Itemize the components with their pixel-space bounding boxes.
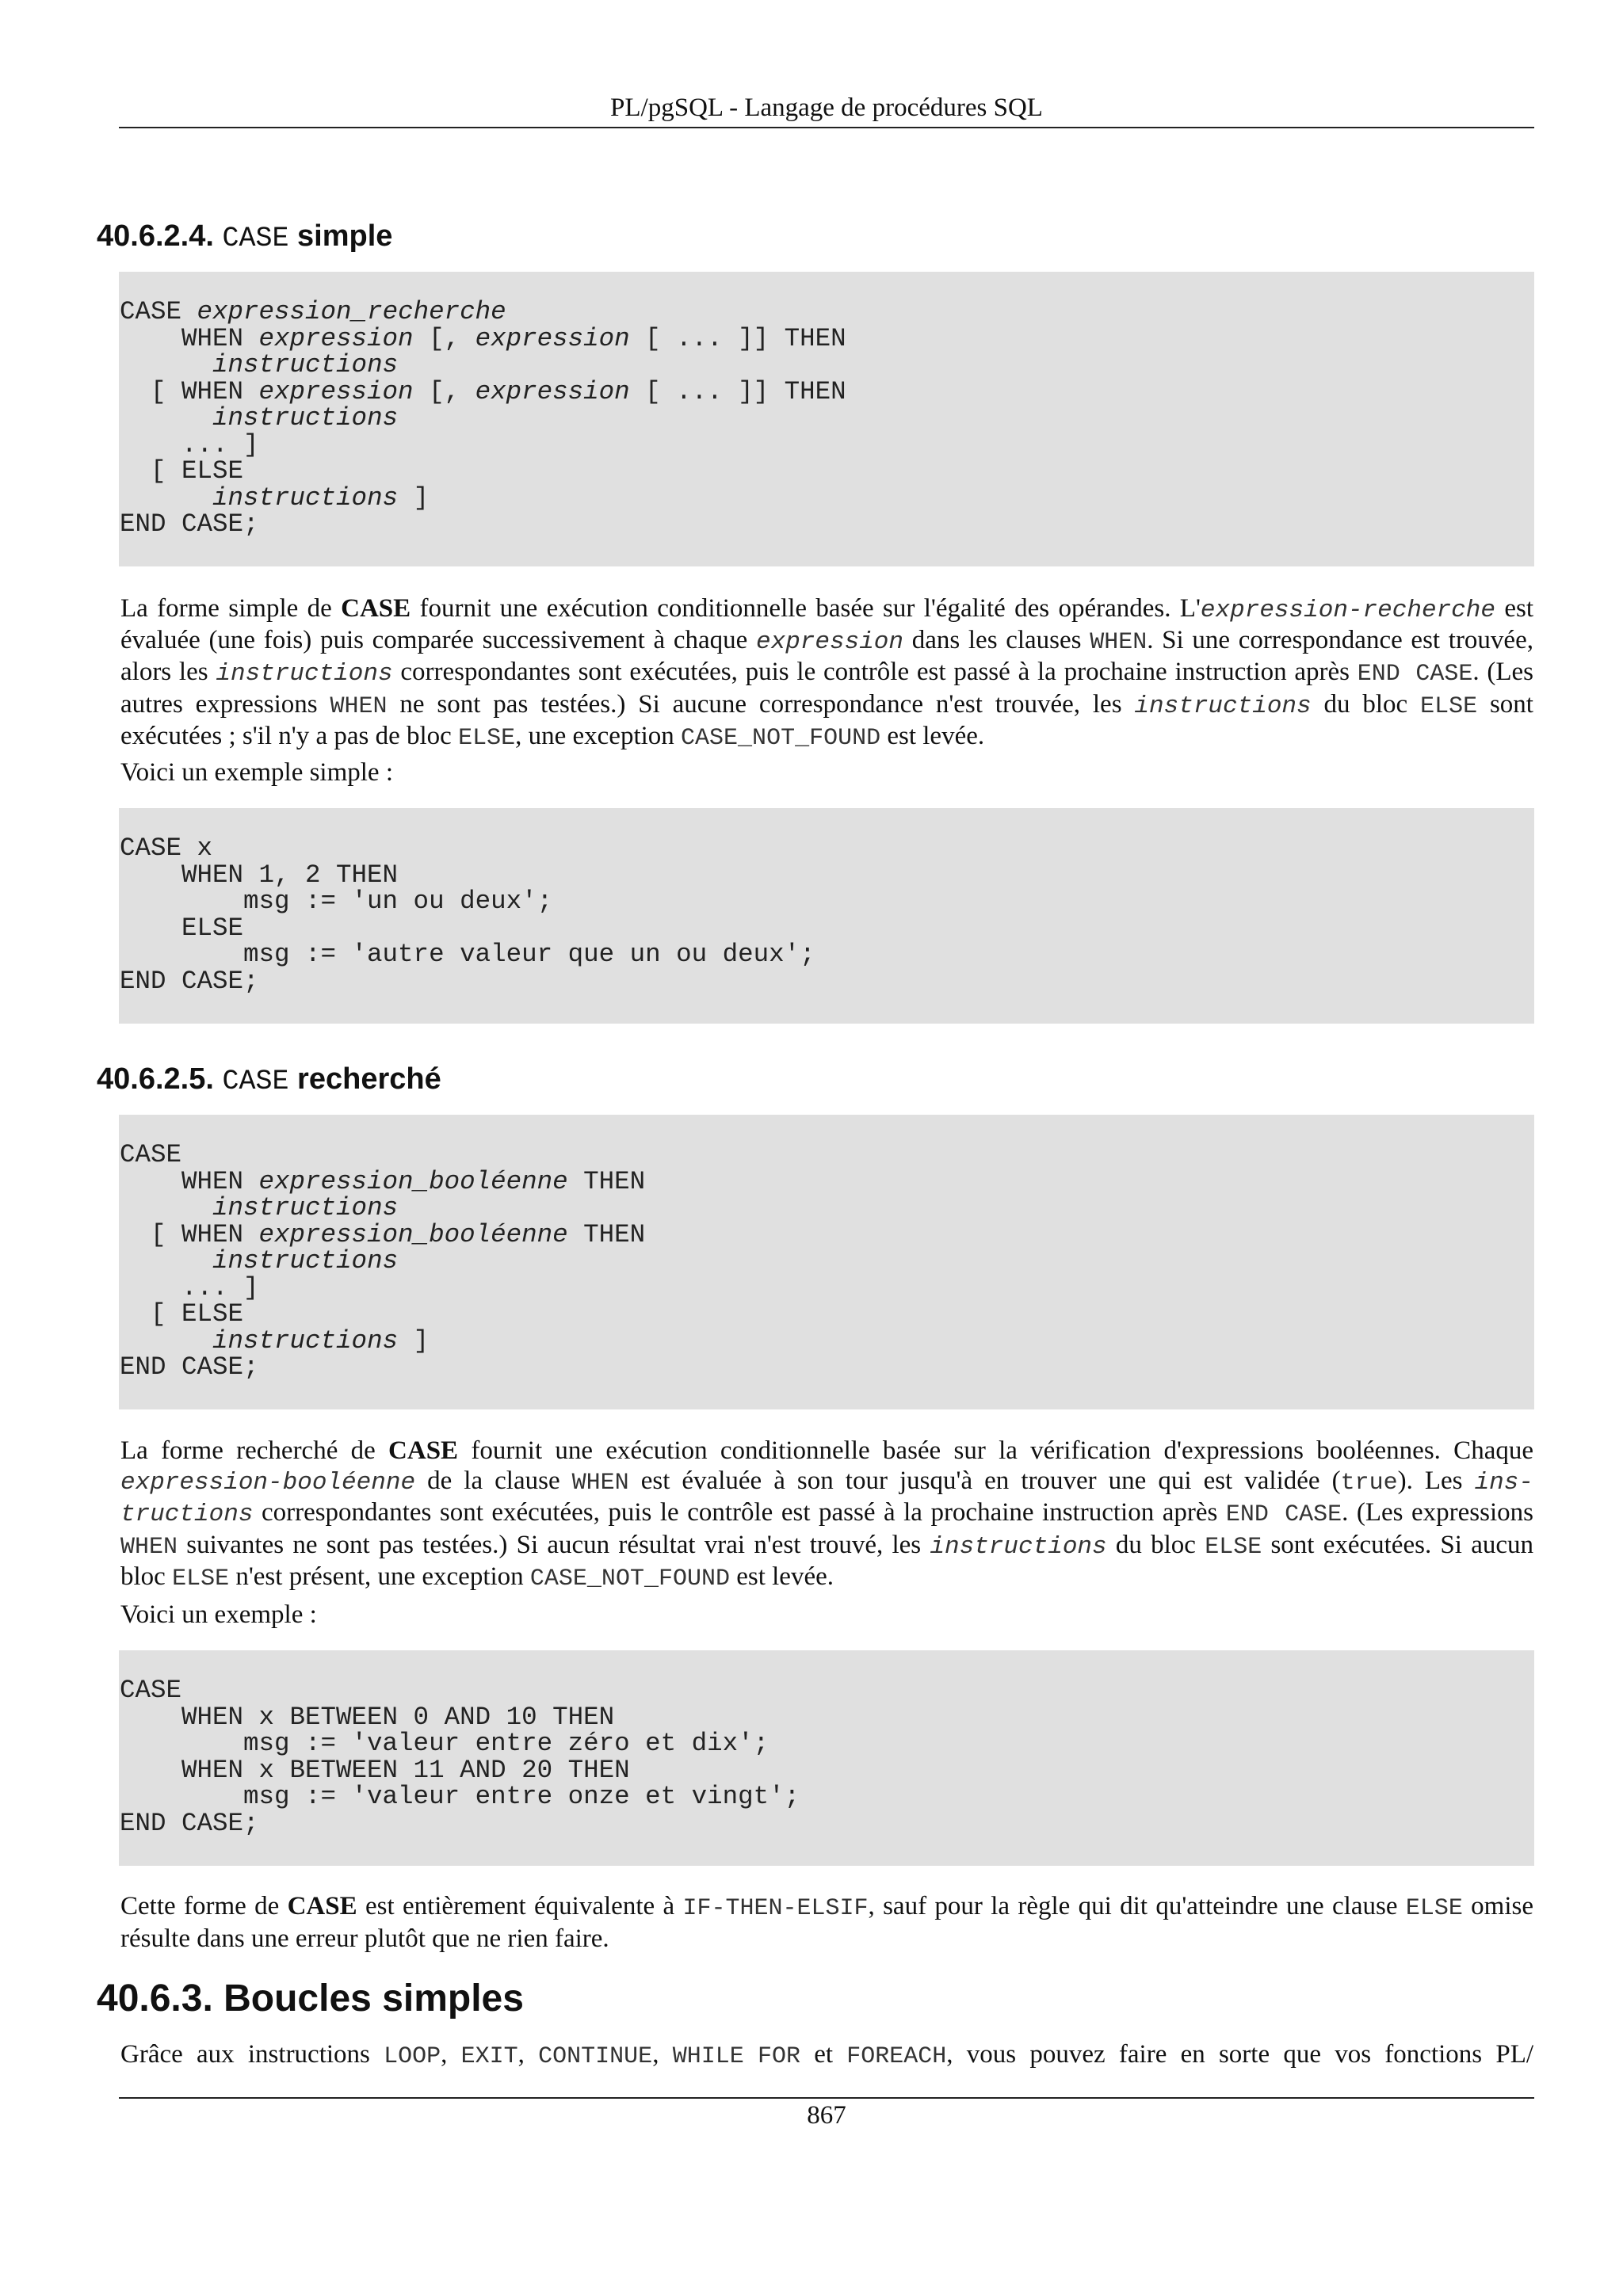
paragraph-loops bbox=[120, 2040, 1533, 2073]
code-placeholder: expression_recherche bbox=[197, 297, 506, 326]
code-text: WHEN bbox=[120, 323, 259, 353]
code-line: END CASE; bbox=[120, 1808, 259, 1838]
code-text: ... ] bbox=[120, 429, 259, 460]
code-literal: WHEN bbox=[1090, 628, 1148, 656]
code-placeholder: expression bbox=[475, 323, 630, 353]
text: du bloc bbox=[1106, 1530, 1205, 1559]
code-literal: IF-THEN-ELSIF bbox=[682, 1895, 869, 1922]
code-literal: END CASE bbox=[1357, 661, 1473, 688]
text: suivantes ne sont pas testées.) Si aucun résultat vrai n'est trouvé, les bbox=[178, 1530, 930, 1559]
text: de la clause bbox=[415, 1466, 572, 1495]
code-line: CASE bbox=[120, 1676, 182, 1705]
code-literal: CASE_NOT_FOUND bbox=[681, 725, 881, 752]
text: , bbox=[652, 2040, 673, 2069]
code-line: WHEN 1, 2 THEN bbox=[120, 860, 399, 890]
code-placeholder: instructions bbox=[212, 350, 399, 379]
code-literal: LOOP bbox=[384, 2043, 441, 2070]
code-placeholder: instructions bbox=[1134, 692, 1312, 720]
text: est entièrement équivalente à bbox=[357, 1892, 683, 1920]
text: Cette forme de bbox=[120, 1892, 288, 1920]
text: dans les clauses bbox=[903, 625, 1090, 654]
code-text: [ WHEN bbox=[120, 1219, 259, 1249]
text: n'est présent, une exception bbox=[229, 1562, 530, 1591]
text: , bbox=[441, 2040, 461, 2069]
example-intro-searched: Voici un exemple : bbox=[120, 1600, 317, 1629]
code-indent bbox=[120, 1246, 212, 1276]
code-placeholder: expression-recherche bbox=[1200, 597, 1495, 624]
text: . (Les expressions bbox=[1342, 1498, 1533, 1527]
text: La forme recherché de bbox=[120, 1436, 389, 1465]
text: du bloc bbox=[1311, 689, 1421, 719]
code-text: THEN bbox=[567, 1219, 646, 1249]
code-text: END CASE; bbox=[120, 509, 259, 539]
code-text: ... ] bbox=[120, 1272, 259, 1302]
code-placeholder: instructions bbox=[212, 1325, 399, 1356]
section-title: simple bbox=[297, 219, 393, 253]
code-line: WHEN x BETWEEN 11 AND 20 THEN bbox=[120, 1755, 630, 1785]
code-line: msg := 'autre valeur que un ou deux'; bbox=[120, 940, 815, 969]
section-keyword: CASE bbox=[222, 223, 289, 254]
code-block-case-simple-syntax bbox=[119, 272, 1534, 566]
code-text: END CASE; bbox=[120, 1352, 259, 1382]
text: omise résulte dans une erreur plutôt que ne rien faire. bbox=[120, 1892, 1533, 1953]
text: est évaluée (une fois) puis comparée successivement à chaque bbox=[120, 594, 1533, 654]
text: est évaluée à son tour jusqu'à en trouver une qui est validée ( bbox=[628, 1466, 1341, 1495]
code-literal: END CASE bbox=[1225, 1501, 1342, 1528]
text: ). Les bbox=[1397, 1466, 1475, 1495]
code-literal: true bbox=[1340, 1469, 1398, 1497]
text: et bbox=[800, 2040, 847, 2069]
text: est levée. bbox=[729, 1562, 834, 1591]
text: est levée. bbox=[880, 722, 985, 750]
text bbox=[744, 2040, 758, 2069]
section-number: 40.6.2.4. bbox=[97, 219, 214, 253]
page-number: 867 bbox=[807, 2101, 846, 2130]
code-placeholder: expression bbox=[475, 376, 630, 406]
code-placeholder: expression bbox=[258, 376, 414, 406]
code-placeholder: instructions bbox=[216, 660, 393, 688]
keyword: CASE bbox=[388, 1436, 459, 1465]
code-block-case-searched-syntax bbox=[119, 1115, 1534, 1409]
text: . (Les autres expressions bbox=[120, 658, 1533, 719]
section-heading-40-6-2-4 bbox=[97, 218, 392, 257]
code-indent bbox=[120, 1326, 212, 1356]
code-placeholder: instructions bbox=[120, 1468, 1533, 1528]
code-text: [ ... ]] THEN bbox=[629, 376, 846, 406]
paragraph-case-simple bbox=[120, 594, 1533, 754]
code-placeholder: instructions bbox=[930, 1532, 1107, 1561]
code-text: ] bbox=[398, 482, 430, 513]
code-placeholder: instructions bbox=[212, 403, 399, 433]
code-literal: CASE_NOT_FOUND bbox=[529, 1566, 730, 1592]
code-placeholder: expression_booléenne bbox=[258, 1219, 568, 1249]
text: ne sont pas testées.) Si aucune correspondance n'est trouvée, les bbox=[387, 689, 1135, 719]
text: , une exception bbox=[515, 722, 682, 750]
code-placeholder: expression bbox=[258, 323, 414, 353]
code-placeholder: instructions bbox=[212, 482, 399, 513]
code-text: ] bbox=[398, 1325, 430, 1356]
text: La forme simple de bbox=[120, 594, 342, 623]
text: , vous pouvez faire en sorte que vos fonctions PL/ bbox=[946, 2040, 1534, 2069]
code-literal: WHEN bbox=[120, 1533, 178, 1561]
section-title: recherché bbox=[297, 1062, 441, 1096]
code-text: [, bbox=[413, 323, 475, 353]
section-keyword: CASE bbox=[222, 1066, 289, 1097]
code-indent bbox=[120, 483, 212, 513]
text: correspondantes sont exécutées, puis le contrôle est passé à la prochaine instruction après bbox=[392, 658, 1358, 686]
code-literal: WHEN bbox=[330, 692, 388, 720]
code-text: WHEN bbox=[120, 1166, 259, 1196]
code-literal: EXIT bbox=[460, 2043, 518, 2070]
running-header: PL/pgSQL - Langage de procédures SQL bbox=[610, 93, 1043, 122]
code-line: WHEN x BETWEEN 0 AND 10 THEN bbox=[120, 1702, 615, 1732]
code-literal: ELSE bbox=[1205, 1533, 1262, 1561]
footer-rule bbox=[119, 2097, 1534, 2099]
code-placeholder: expression-booléenne bbox=[120, 1468, 416, 1497]
text: . Si une correspondance est trouvée, alors les bbox=[120, 625, 1533, 686]
code-literal: CONTINUE bbox=[538, 2043, 653, 2070]
code-indent bbox=[120, 403, 212, 433]
text: sont exécutées ; s'il n'y a pas de bloc bbox=[120, 689, 1533, 750]
code-indent bbox=[120, 350, 212, 379]
code-literal: FOR bbox=[757, 2043, 800, 2070]
code-line: CASE x bbox=[120, 833, 213, 863]
text: , sauf pour la règle qui dit qu'atteindre une clause bbox=[868, 1892, 1406, 1920]
code-placeholder: expression bbox=[755, 627, 904, 656]
section-heading-40-6-3: 40.6.3. Boucles simples bbox=[97, 1978, 524, 2019]
section-heading-40-6-2-5 bbox=[97, 1061, 441, 1100]
code-text: CASE bbox=[120, 297, 197, 326]
code-text: CASE bbox=[120, 1140, 182, 1169]
text: correspondantes sont exécutées, puis le contrôle est passé à la prochaine instruction après bbox=[253, 1498, 1226, 1527]
code-literal: ELSE bbox=[1405, 1895, 1463, 1922]
code-line: msg := 'valeur entre zéro et dix'; bbox=[120, 1729, 769, 1758]
text: Grâce aux instructions bbox=[120, 2040, 384, 2069]
paragraph-case-searched bbox=[120, 1436, 1533, 1595]
code-text: [ ELSE bbox=[120, 1299, 244, 1329]
code-literal: ELSE bbox=[1420, 692, 1478, 720]
code-placeholder: expression_booléenne bbox=[258, 1166, 568, 1196]
keyword: CASE bbox=[341, 594, 411, 623]
code-placeholder: instructions bbox=[212, 1246, 399, 1276]
code-text: [, bbox=[413, 376, 475, 406]
code-literal: ELSE bbox=[172, 1566, 230, 1592]
code-text: THEN bbox=[567, 1166, 646, 1196]
paragraph-equivalence bbox=[120, 1892, 1533, 1954]
code-line: msg := 'un ou deux'; bbox=[120, 887, 553, 916]
code-indent bbox=[120, 1193, 212, 1222]
code-literal: FOREACH bbox=[846, 2043, 947, 2070]
text: fournit une exécution conditionnelle basée sur la vérification d'expressions booléennes. Chaque bbox=[458, 1436, 1533, 1465]
code-line: END CASE; bbox=[120, 966, 259, 996]
code-line: msg := 'valeur entre onze et vingt'; bbox=[120, 1782, 800, 1811]
code-literal: ELSE bbox=[458, 725, 516, 752]
text: fournit une exécution conditionnelle basée sur l'égalité des opérandes. L' bbox=[411, 594, 1201, 623]
code-text: [ WHEN bbox=[120, 376, 259, 406]
example-intro-simple: Voici un exemple simple : bbox=[120, 758, 394, 787]
code-line: ELSE bbox=[120, 913, 244, 943]
section-number: 40.6.2.5. bbox=[97, 1062, 214, 1096]
code-literal: WHILE bbox=[672, 2043, 744, 2070]
keyword: CASE bbox=[287, 1892, 357, 1920]
text: sont exécutées. Si aucun bloc bbox=[120, 1530, 1533, 1591]
code-literal: WHEN bbox=[571, 1469, 629, 1497]
code-text: [ ... ]] THEN bbox=[629, 323, 846, 353]
header-rule bbox=[119, 127, 1534, 128]
text: , bbox=[517, 2040, 539, 2069]
code-placeholder: instructions bbox=[212, 1193, 399, 1222]
code-block-case-searched-example bbox=[119, 1650, 1534, 1866]
code-text: [ ELSE bbox=[120, 456, 244, 486]
code-block-case-simple-example bbox=[119, 808, 1534, 1024]
